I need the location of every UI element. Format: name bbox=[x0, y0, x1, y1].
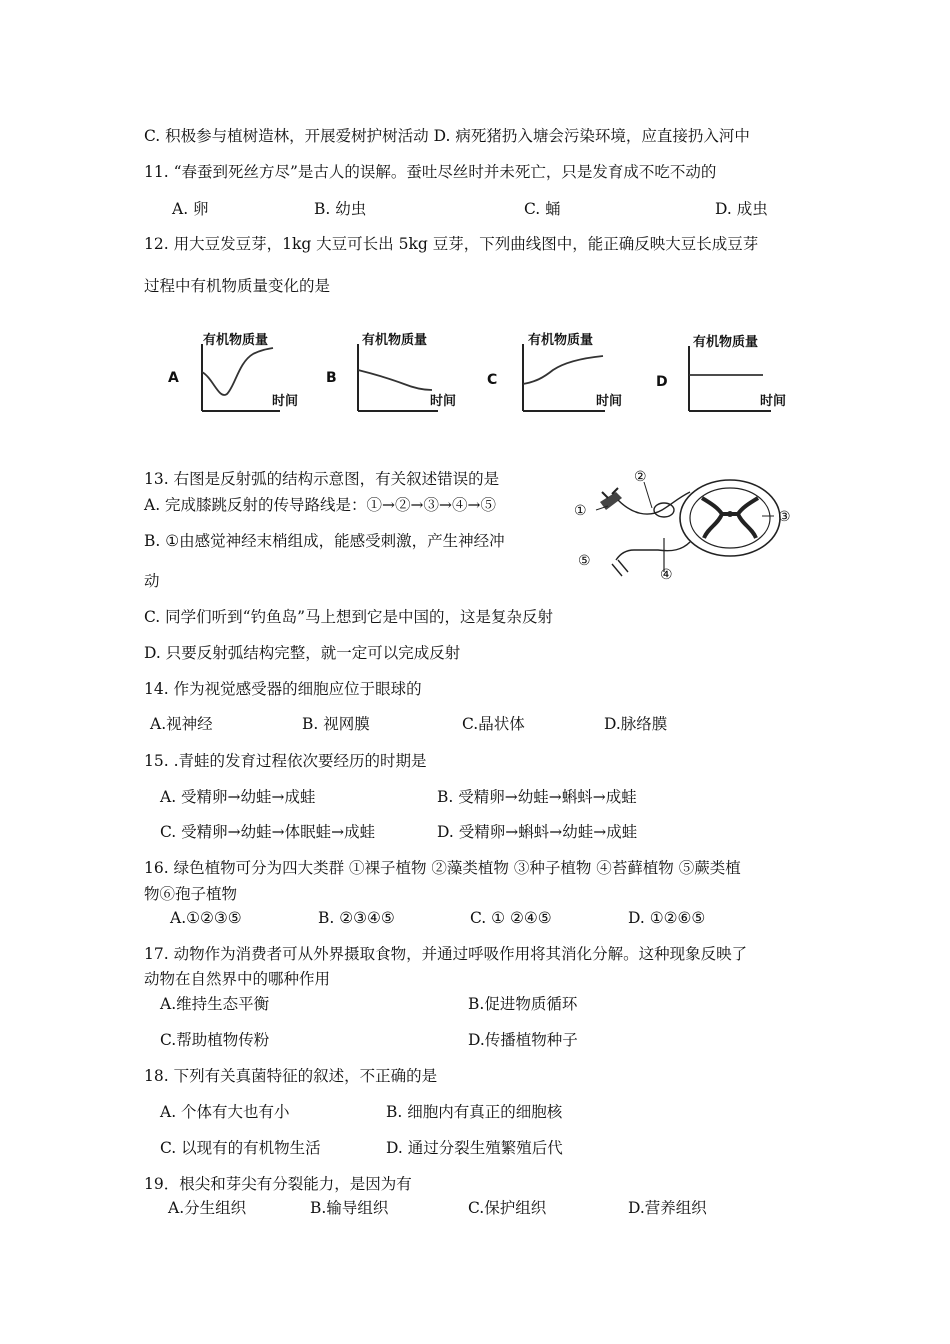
graph-d-plot bbox=[683, 342, 793, 417]
q14-option-b: B. 视网膜 bbox=[302, 715, 370, 733]
graph-c-plot bbox=[517, 340, 627, 415]
q11-option-c: C. 蛹 bbox=[524, 200, 561, 218]
q17-stem-line1: 17. 动物作为消费者可从外界摄取食物，并通过呼吸作用将其消化分解。这种现象反映了 bbox=[144, 945, 748, 963]
q13-option-d: D. 只要反射弧结构完整，就一定可以完成反射 bbox=[144, 644, 461, 662]
q15-stem: 15. .青蛙的发育过程依次要经历的时期是 bbox=[144, 752, 427, 770]
q11-option-b: B. 幼虫 bbox=[314, 200, 367, 218]
q16-stem-line2: 物⑥孢子植物 bbox=[144, 885, 238, 903]
q19-option-a: A.分生组织 bbox=[168, 1199, 247, 1217]
q10-options-line: C. 积极参与植树造林，开展爱树护树活动 D. 病死猪扔入塘会污染环境，应直接扔入河中 bbox=[144, 127, 750, 145]
q12-stem-line2: 过程中有机物质量变化的是 bbox=[144, 277, 331, 295]
q13-option-b-line1: B. ①由感觉神经末梢组成，能感受刺激，产生神经冲 bbox=[144, 532, 505, 550]
q13-option-a: A. 完成膝跳反射的传导路线是：①→②→③→④→⑤ bbox=[144, 496, 496, 514]
q11-option-a: A. 卵 bbox=[172, 200, 209, 218]
reflex-label-2: ② bbox=[634, 469, 647, 485]
graph-b-letter: B bbox=[326, 370, 337, 386]
graph-c-curve bbox=[523, 356, 603, 384]
q13-stem: 13. 右图是反射弧的结构示意图，有关叙述错误的是 bbox=[144, 470, 500, 488]
q14-option-c: C.晶状体 bbox=[462, 715, 525, 733]
graph-b-curve bbox=[358, 370, 432, 390]
q17-option-b: B.促进物质循环 bbox=[468, 995, 578, 1013]
q16-option-a: A.①②③⑤ bbox=[170, 909, 242, 927]
q15-option-c: C. 受精卵→幼蛙→体眠蛙→成蛙 bbox=[160, 823, 376, 841]
graph-a-plot bbox=[195, 340, 305, 415]
q15-option-d: D. 受精卵→蝌蚪→幼蛙→成蛙 bbox=[437, 823, 638, 841]
q15-option-b: B. 受精卵→幼蛙→蝌蚪→成蛙 bbox=[437, 788, 637, 806]
q19-option-d: D.营养组织 bbox=[628, 1199, 707, 1217]
q16-option-c: C. ① ②④⑤ bbox=[470, 909, 552, 927]
graph-c-ylabel: 有机物质量 bbox=[528, 333, 594, 348]
q11-stem: 11. “春蚕到死丝方尽”是古人的误解。蚕吐尽丝时并未死亡，只是发育成不吃不动的 bbox=[144, 163, 717, 181]
q19-option-b: B.输导组织 bbox=[310, 1199, 389, 1217]
q14-stem: 14. 作为视觉感受器的细胞应位于眼球的 bbox=[144, 680, 422, 698]
q19-stem: 19．根尖和芽尖有分裂能力，是因为有 bbox=[144, 1175, 412, 1193]
reflex-label-4: ④ bbox=[660, 567, 673, 583]
q18-option-b: B. 细胞内有真正的细胞核 bbox=[386, 1103, 563, 1121]
graph-a-curve bbox=[202, 348, 273, 395]
q16-option-d: D. ①②⑥⑤ bbox=[628, 909, 706, 927]
reflex-label-3: ③ bbox=[778, 509, 791, 525]
graph-a-xlabel: 时间 bbox=[272, 394, 299, 409]
graph-c-xlabel: 时间 bbox=[596, 394, 623, 409]
q14-option-a: A.视神经 bbox=[150, 715, 213, 733]
graph-c-letter: C bbox=[487, 372, 498, 388]
reflex-label-5: ⑤ bbox=[578, 553, 591, 569]
graph-d-xlabel: 时间 bbox=[760, 394, 787, 409]
graph-a-letter: A bbox=[168, 370, 179, 386]
reflex-label-1: ① bbox=[574, 503, 587, 519]
reflex-arc-diagram bbox=[572, 468, 822, 586]
q16-stem-line1: 16. 绿色植物可分为四大类群 ①裸子植物 ②藻类植物 ③种子植物 ④苔藓植物 ⑤蕨类植 bbox=[144, 859, 741, 877]
q16-option-b: B. ②③④⑤ bbox=[318, 909, 395, 927]
q18-option-a: A. 个体有大也有小 bbox=[160, 1103, 290, 1121]
q13-option-c: C. 同学们听到“钓鱼岛”马上想到它是中国的，这是复杂反射 bbox=[144, 608, 554, 626]
graph-b-plot bbox=[352, 340, 462, 415]
q12-stem-line1: 12. 用大豆发豆芽，1kg 大豆可长出 5kg 豆芽，下列曲线图中，能正确反映大豆长成豆芽 bbox=[144, 235, 759, 253]
q15-option-a: A. 受精卵→幼蛙→成蛙 bbox=[160, 788, 316, 806]
q17-option-d: D.传播植物种子 bbox=[468, 1031, 578, 1049]
q17-option-a: A.维持生态平衡 bbox=[160, 995, 270, 1013]
q13-option-b-line2: 动 bbox=[144, 572, 160, 590]
q17-option-c: C.帮助植物传粉 bbox=[160, 1031, 270, 1049]
graph-d-letter: D bbox=[656, 374, 668, 390]
graph-b-xlabel: 时间 bbox=[430, 394, 457, 409]
graph-b-ylabel: 有机物质量 bbox=[362, 333, 428, 348]
q18-stem: 18. 下列有关真菌特征的叙述，不正确的是 bbox=[144, 1067, 438, 1085]
graph-a-ylabel: 有机物质量 bbox=[203, 333, 269, 348]
q19-option-c: C.保护组织 bbox=[468, 1199, 547, 1217]
q14-option-d: D.脉络膜 bbox=[604, 715, 668, 733]
q18-option-c: C. 以现有的有机物生活 bbox=[160, 1139, 321, 1157]
graph-d-ylabel: 有机物质量 bbox=[693, 335, 759, 350]
q11-option-d: D. 成虫 bbox=[715, 200, 768, 218]
q18-option-d: D. 通过分裂生殖繁殖后代 bbox=[386, 1139, 563, 1157]
q17-stem-line2: 动物在自然界中的哪种作用 bbox=[144, 970, 331, 988]
